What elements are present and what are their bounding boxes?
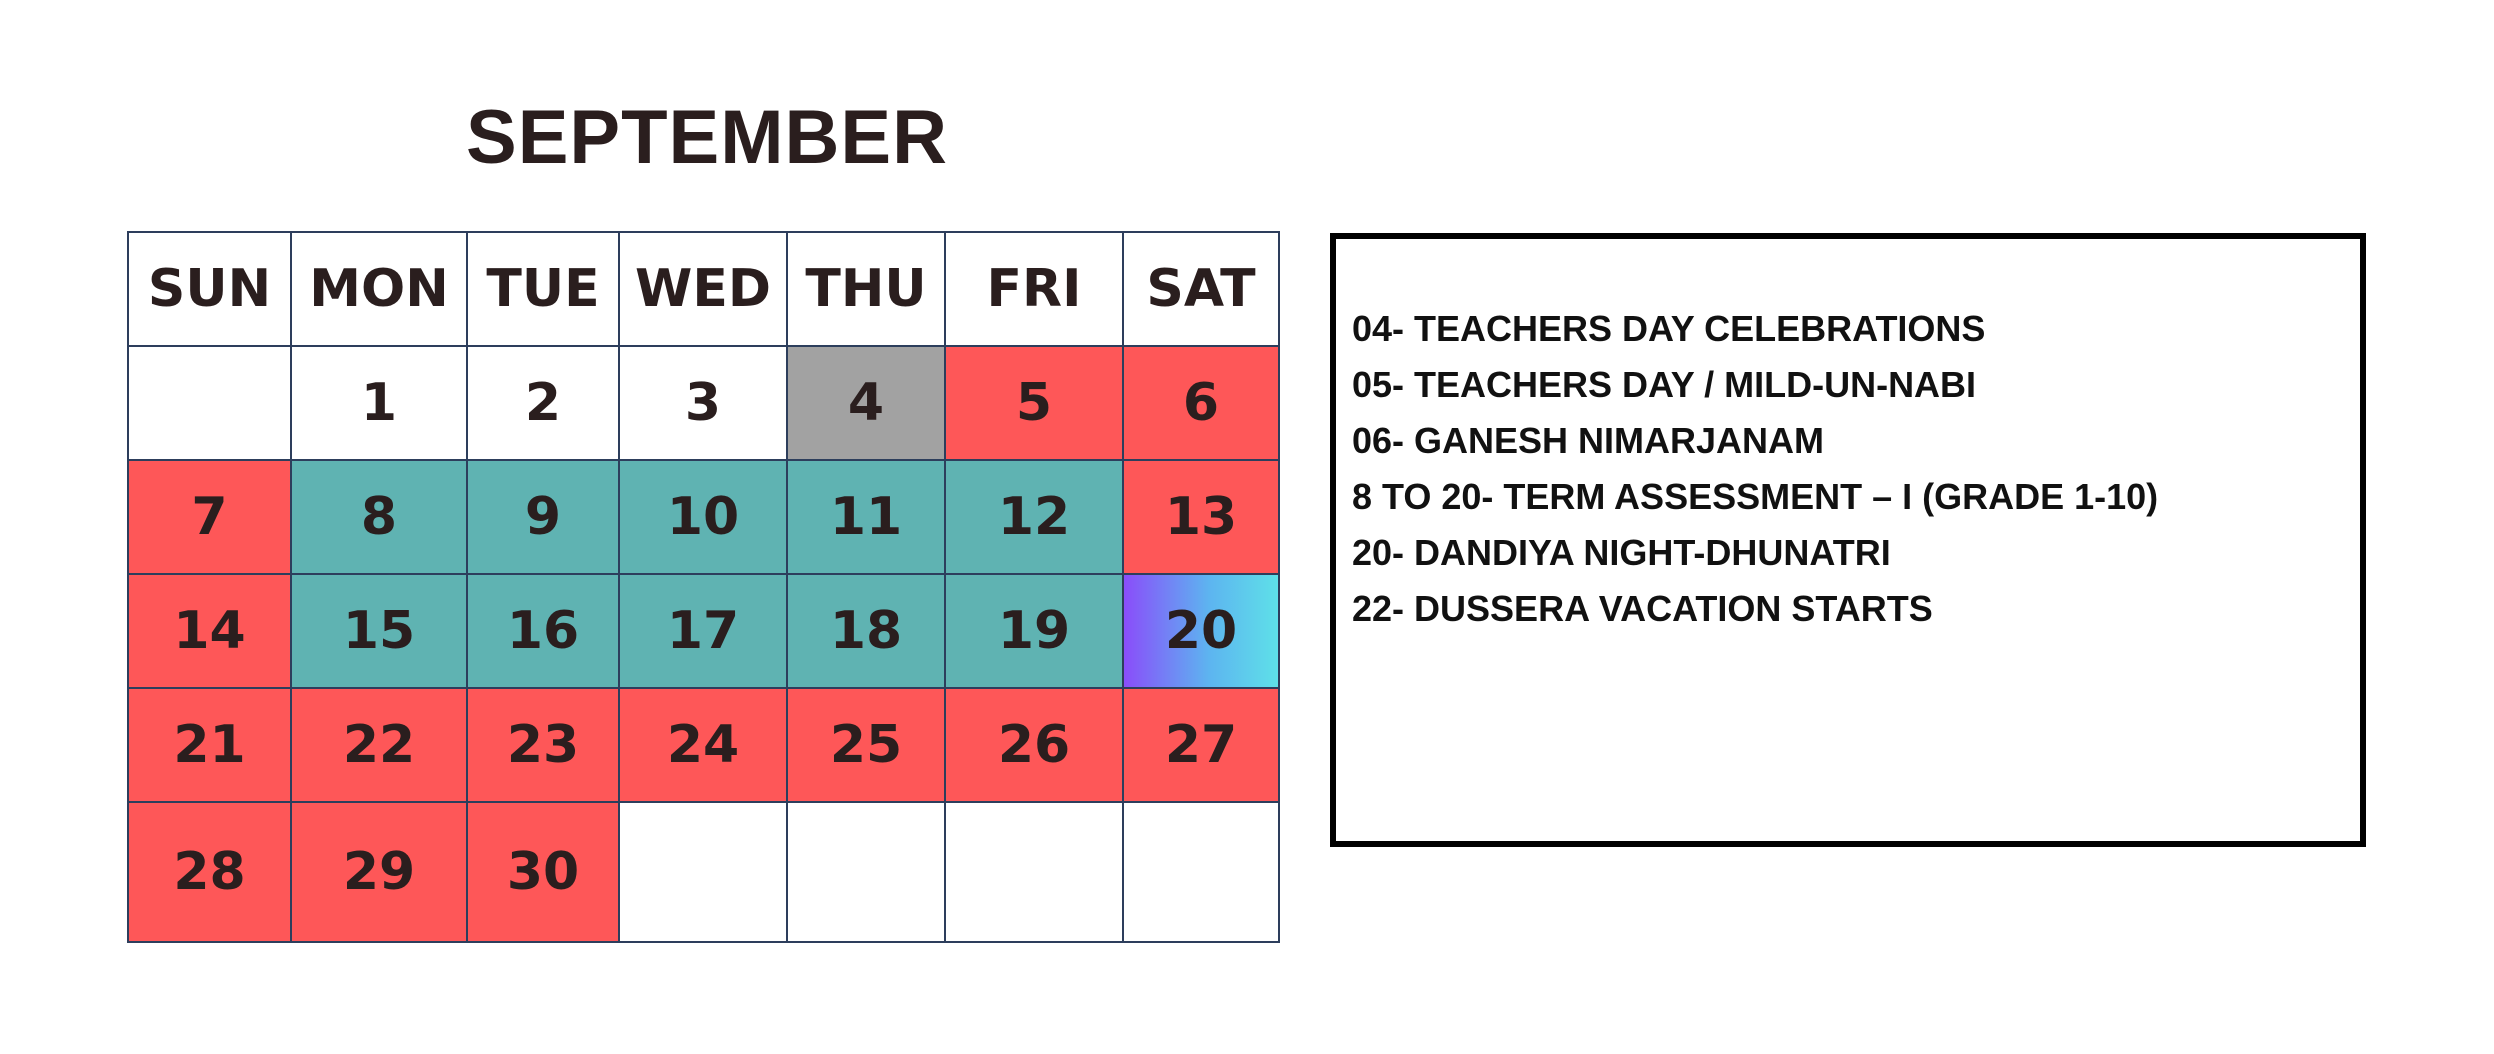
day-cell-holiday: 5 [945, 346, 1123, 460]
day-cell-holiday: 27 [1123, 688, 1279, 802]
calendar-grid [127, 231, 1280, 943]
day-cell-assessment: 18 [787, 574, 945, 688]
week-row [128, 346, 1279, 460]
day-cell: 3 [619, 346, 787, 460]
week-row [128, 688, 1279, 802]
day-cell-holiday: 26 [945, 688, 1123, 802]
day-cell-assessment: 12 [945, 460, 1123, 574]
day-cell-holiday: 13 [1123, 460, 1279, 574]
week-row [128, 460, 1279, 574]
day-cell: 1 [291, 346, 467, 460]
day-cell-holiday: 21 [128, 688, 291, 802]
weekday-thu: THU [787, 232, 945, 346]
day-cell-assessment: 17 [619, 574, 787, 688]
day-cell-assessment: 19 [945, 574, 1123, 688]
day-cell-holiday: 7 [128, 460, 291, 574]
month-title: SEPTEMBER [466, 95, 948, 180]
events-box [1330, 233, 2366, 847]
day-cell-holiday: 28 [128, 802, 291, 942]
day-cell-assessment: 15 [291, 574, 467, 688]
day-cell-holiday: 14 [128, 574, 291, 688]
weekday-sat: SAT [1123, 232, 1279, 346]
weekday-header-row [128, 232, 1279, 346]
day-cell: 2 [467, 346, 619, 460]
event-item: 05- TEACHERS DAY / MILD-UN-NABI [1352, 364, 1977, 405]
day-cell-holiday: 30 [467, 802, 619, 942]
day-cell-special: 20 [1123, 574, 1279, 688]
event-item: 8 TO 20- TERM ASSESSMENT – I (GRADE 1-10) [1352, 476, 2159, 517]
day-cell-event: 4 [787, 346, 945, 460]
day-cell-assessment: 9 [467, 460, 619, 574]
weekday-fri: FRI [945, 232, 1123, 346]
day-cell-assessment: 16 [467, 574, 619, 688]
weekday-tue: TUE [467, 232, 619, 346]
day-cell-assessment: 10 [619, 460, 787, 574]
day-cell-holiday: 25 [787, 688, 945, 802]
day-cell-assessment: 11 [787, 460, 945, 574]
day-cell-holiday: 6 [1123, 346, 1279, 460]
week-row [128, 802, 1279, 942]
day-cell-holiday: 22 [291, 688, 467, 802]
day-cell-empty [787, 802, 945, 942]
events-list [1352, 301, 2158, 637]
event-item: 06- GANESH NIMARJANAM [1352, 420, 1825, 461]
day-cell-empty [1123, 802, 1279, 942]
day-cell-empty [128, 346, 291, 460]
day-cell-holiday: 23 [467, 688, 619, 802]
weekday-sun: SUN [128, 232, 291, 346]
weekday-wed: WED [619, 232, 787, 346]
day-cell-empty [619, 802, 787, 942]
week-row [128, 574, 1279, 688]
day-cell-holiday: 24 [619, 688, 787, 802]
day-cell-empty [945, 802, 1123, 942]
event-item: 04- TEACHERS DAY CELEBRATIONS [1352, 308, 1986, 349]
event-item: 22- DUSSERA VACATION STARTS [1352, 588, 1933, 629]
day-cell-assessment: 8 [291, 460, 467, 574]
event-item: 20- DANDIYA NIGHT-DHUNATRI [1352, 532, 1891, 573]
day-cell-holiday: 29 [291, 802, 467, 942]
weekday-mon: MON [291, 232, 467, 346]
